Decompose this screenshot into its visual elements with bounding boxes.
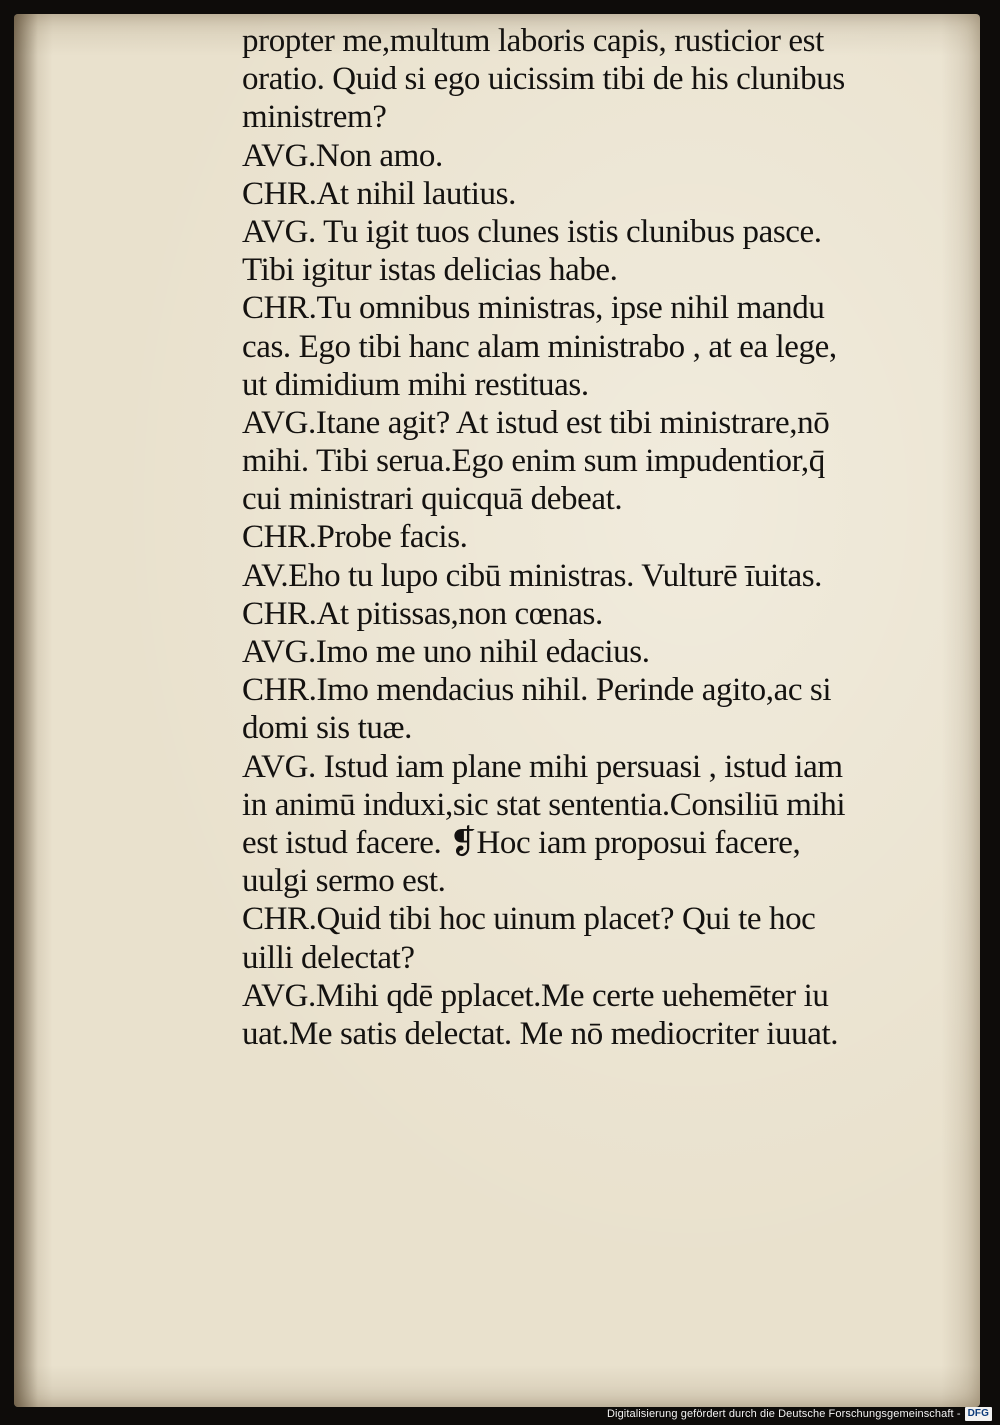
digitization-credit xyxy=(607,1405,992,1423)
text-line: cui ministrari quicquā debeat. xyxy=(242,481,623,518)
text-line: CHR.Quid tibi hoc uinum placet? Qui te hoc xyxy=(242,901,816,938)
text-line: AVG.Imo me uno nihil edacius. xyxy=(242,634,650,670)
text-line: ministrem? xyxy=(242,99,387,136)
text-line: AVG.Itane agit? At istud est tibi ministrare,nō xyxy=(242,404,830,441)
text-line: oratio. Quid si ego uicissim tibi de his clunibus xyxy=(242,61,845,98)
text-line: AVG.Mihi qdē pplacet.Me certe uehemēter iu xyxy=(242,977,829,1014)
text-line: AVG. Istud iam plane mihi persuasi , istud iam xyxy=(242,748,843,785)
text-line: CHR.Probe facis. xyxy=(242,519,468,556)
credit-text: Digitalisierung gefördert durch die Deutsche Forschungsgemeinschaft - xyxy=(607,1408,961,1420)
gutter-shadow xyxy=(14,14,38,1407)
text-line: AVG.Non amo. xyxy=(242,137,443,174)
text-line: est istud facere. ❡Hoc iam proposui facere, xyxy=(242,824,801,861)
page-text xyxy=(242,22,942,1053)
text-line: uat.Me satis delectat. Me nō mediocriter iuuat. xyxy=(242,1015,839,1052)
text-line: propter me,multum laboris capis, rusticior est xyxy=(242,23,824,59)
text-line: uulgi sermo est. xyxy=(242,863,446,900)
text-line: Tibi igitur istas delicias habe. xyxy=(242,252,618,289)
dfg-logo: DFG xyxy=(965,1407,992,1421)
text-line: CHR.Imo mendacius nihil. Perinde agito,ac si xyxy=(242,672,832,709)
text-line: domi sis tuæ. xyxy=(242,710,412,747)
text-line: CHR.Tu omnibus ministras, ipse nihil mandu xyxy=(242,290,825,327)
text-line: CHR.At pitissas,non cœnas. xyxy=(242,595,603,632)
text-line: AVG. Tu igit tuos clunes istis clunibus pasce. xyxy=(242,213,822,250)
text-line: cas. Ego tibi hanc alam ministrabo , at ea lege, xyxy=(242,328,837,365)
text-line: ut dimidium mihi restituas. xyxy=(242,366,589,403)
text-line: AV.Eho tu lupo cibū ministras. Vulturē īuitas. xyxy=(242,557,823,594)
text-line: in animū induxi,sic stat sententia.Consiliū mihi xyxy=(242,786,846,823)
text-line: mihi. Tibi serua.Ego enim sum impudentior,q̄ xyxy=(242,443,825,480)
text-line: CHR.At nihil lautius. xyxy=(242,175,516,212)
text-line: uilli delectat? xyxy=(242,939,415,976)
